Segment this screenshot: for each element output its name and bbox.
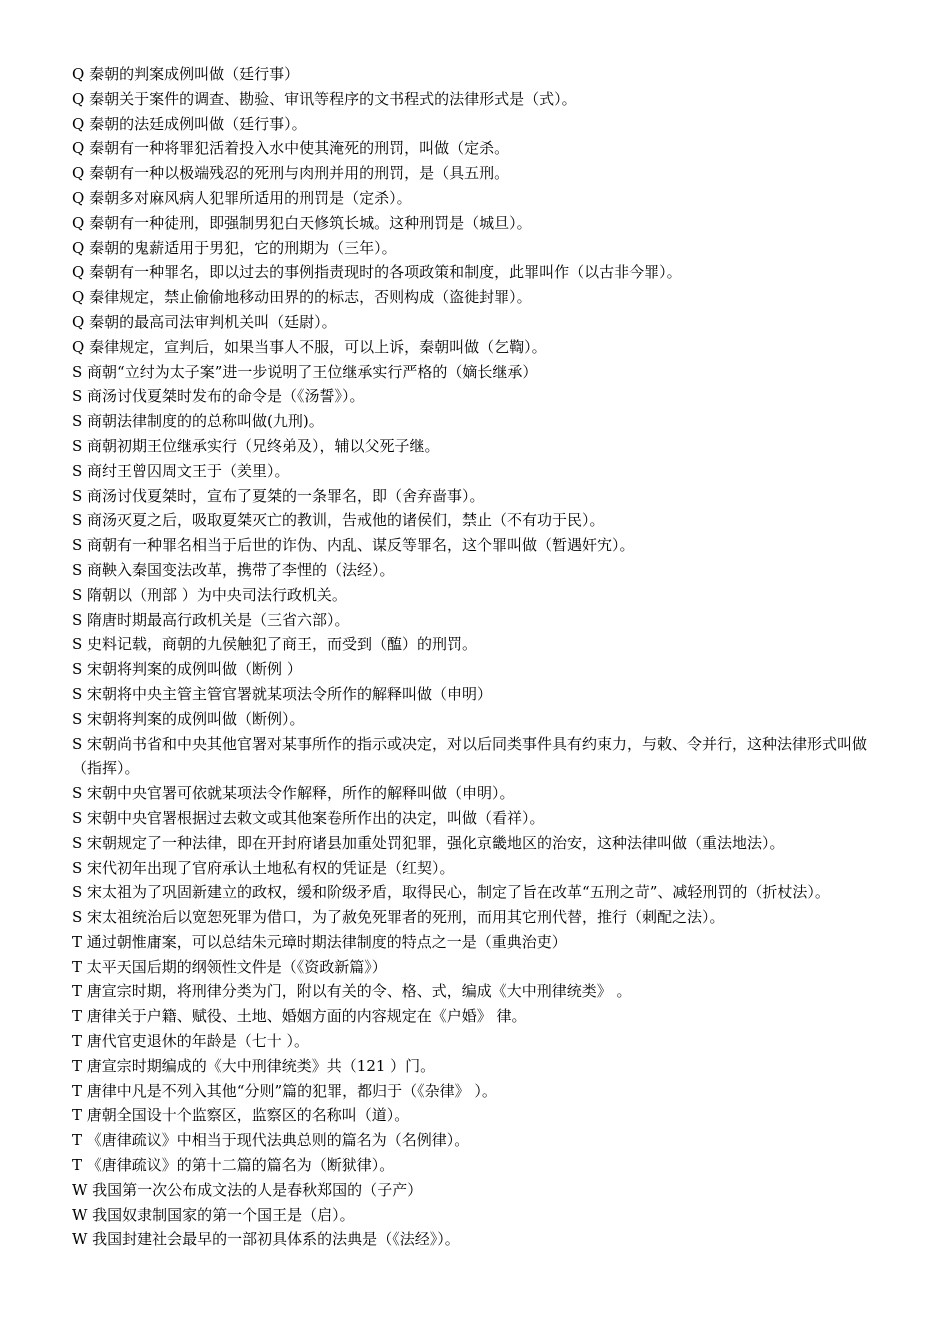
- text-line: S 宋朝中央官署根据过去敕文或其他案卷所作出的决定，叫做（看祥）。: [72, 808, 545, 827]
- text-line: S 宋太祖统治后以宽恕死罪为借口，为了赦免死罪者的死刑，而用其它刑代替，推行（刺配之法）。: [72, 908, 725, 927]
- text-line: T 唐律关于户籍、赋役、土地、婚姻方面的内容规定在《户婚》 律。: [72, 1007, 527, 1026]
- text-line: W 我国封建社会最早的一部初具体系的法典是（《法经》）。: [72, 1230, 460, 1249]
- text-line: Q 秦朝多对麻风病人犯罪所适用的刑罚是（定杀）。: [72, 188, 412, 207]
- text-line: S 宋朝中央官署可依就某项法令作解释，所作的解释叫做（申明）。: [72, 784, 515, 803]
- text-line: Q 秦朝关于案件的调查、勘验、审讯等程序的文书程式的法律形式是（式）。: [72, 89, 577, 108]
- text-line: Q 秦律规定，禁止偷偷地移动田界的的标志，否则构成（盗徙封罪）。: [72, 288, 532, 307]
- text-line: Q 秦朝有一种徒刑，即强制男犯白天修筑长城。这种刑罚是（城旦）。: [72, 213, 532, 232]
- document-body: [72, 62, 884, 1252]
- text-line: S 商纣王曾囚周文王于（羑里）。: [72, 461, 290, 480]
- text-line: T 唐朝全国设十个监察区，监察区的名称叫（道）。: [72, 1106, 410, 1125]
- text-line: T 唐宣宗时期，将刑律分类为门，附以有关的令、格、式，编成《大中刑律统类》 。: [72, 982, 632, 1001]
- text-line: T 唐宣宗时期编成的《大中刑律统类》共（121 ）门。: [72, 1056, 436, 1075]
- text-line: S 宋朝将判案的成例叫做（断例）。: [72, 709, 305, 728]
- text-line: Q 秦朝有一种将罪犯活着投入水中使其淹死的刑罚，叫做（定杀。: [72, 139, 510, 158]
- text-line: T 唐代官吏退休的年龄是（七十 ）。: [72, 1032, 310, 1051]
- text-line: T 《唐律疏议》的第十二篇的篇名为（断狱律）。: [72, 1156, 395, 1175]
- text-line: S 宋代初年出现了官府承认土地私有权的凭证是（红契）。: [72, 858, 455, 877]
- text-line: S 商朝“立纣为太子案”进一步说明了王位继承实行严格的（嫡长继承）: [72, 362, 538, 381]
- text-line: S 商汤讨伐夏桀时发布的命令是（《汤誓》）。: [72, 387, 365, 406]
- text-line: S 商朝有一种罪名相当于后世的诈伪、内乱、谋反等罪名，这个罪叫做（暂遇奸宄）。: [72, 536, 635, 555]
- text-line: S 商朝初期王位继承实行（兄终弟及），辅以父死子继。: [72, 436, 440, 455]
- text-line: Q 秦朝的最高司法审判机关叫（廷尉）。: [72, 312, 337, 331]
- text-line: S 商汤灭夏之后，吸取夏桀灭亡的教训，告戒他的诸侯们，禁止（不有功于民）。: [72, 511, 605, 530]
- text-line: T 《唐律疏议》中相当于现代法典总则的篇名为（名例律）。: [72, 1131, 470, 1150]
- text-line: S 宋朝将判案的成例叫做（断例 ）: [72, 660, 302, 679]
- text-line: Q 秦朝的判案成例叫做（廷行事）: [72, 65, 300, 83]
- text-line: Q 秦朝有一种罪名，即以过去的事例指责现时的各项政策和制度，此罪叫作（以古非今罪）。: [72, 263, 682, 282]
- text-line: S 隋朝以（刑部 ）为中央司法行政机关。: [72, 585, 347, 604]
- text-line: S 商鞅入秦国变法改革，携带了李悝的（法经）。: [72, 560, 395, 579]
- text-line: S 宋朝将中央主管主管官署就某项法令所作的解释叫做（申明）: [72, 684, 493, 703]
- text-line: S 史料记载，商朝的九侯触犯了商王，而受到（醢）的刑罚。: [72, 635, 478, 654]
- text-line: S 商朝法律制度的的总称叫做(九刑)。: [72, 412, 324, 431]
- text-line: S 宋朝规定了一种法律，即在开封府诸县加重处罚犯罪，强化京畿地区的治安，这种法律叫做（重法地法）。: [72, 833, 785, 852]
- text-line: Q 秦朝的鬼薪适用于男犯，它的刑期为（三年）。: [72, 238, 397, 257]
- text-line: W 我国第一次公布成文法的人是春秋郑国的（子产）: [72, 1180, 423, 1199]
- text-line: T 太平天国后期的纲领性文件是（《资政新篇》）: [72, 957, 387, 976]
- text-line: Q 秦朝有一种以极端残忍的死刑与肉刑并用的刑罚，是（具五刑。: [72, 164, 510, 183]
- text-line: Q 秦律规定，宣判后，如果当事人不服，可以上诉，秦朝叫做（乞鞫）。: [72, 337, 547, 356]
- text-line: T 通过朝惟庸案，可以总结朱元璋时期法律制度的特点之一是（重典治吏）: [72, 932, 567, 951]
- text-line: Q 秦朝的法廷成例叫做（廷行事）。: [72, 114, 307, 133]
- text-line: S 商汤讨伐夏桀时，宣布了夏桀的一条罪名，即（舍弃啬事）。: [72, 486, 485, 505]
- text-line: W 我国奴隶制国家的第一个国王是（启）。: [72, 1205, 355, 1224]
- text-line: S 宋朝尚书省和中央其他官署对某事所作的指示或决定，对以后同类事件具有约束力，与敕、令并行，这种法律形式叫做（指挥）。: [72, 734, 868, 778]
- text-line: S 隋唐时期最高行政机关是（三省六部）。: [72, 610, 350, 629]
- text-line: S 宋太祖为了巩固新建立的政权，缓和阶级矛盾，取得民心，制定了旨在改革“五刑之苛”、减轻刑罚的（折杖法）。: [72, 883, 830, 902]
- text-line: T 唐律中凡是不列入其他“分则”篇的犯罪，都归于（《杂律》 ）。: [72, 1081, 497, 1100]
